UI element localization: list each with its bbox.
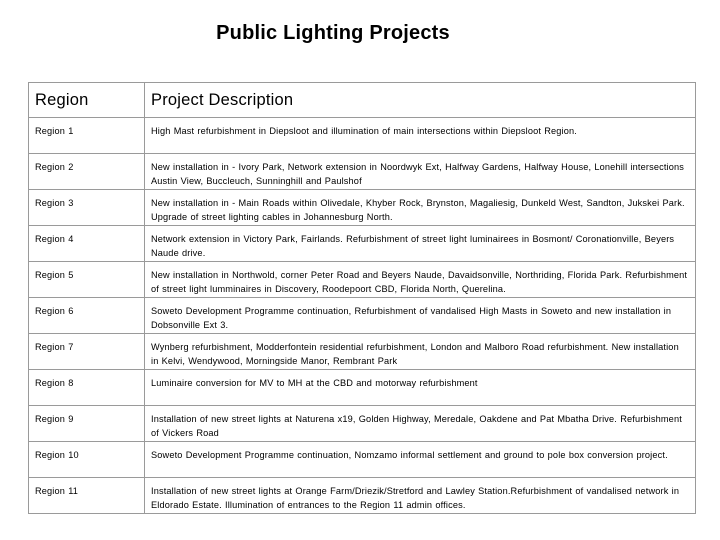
description-cell: [145, 118, 696, 154]
project-description: Network extension in Victory Park, Fairlands. Refurbishment of street light luminairees in Bosmont/ Coronationville, Beyers Naude drive.: [151, 234, 675, 258]
region-name: Region 11: [35, 486, 79, 496]
project-description: New installation in - Ivory Park, Network extension in Noordwyk Ext, Halfway Gardens, Halfway House, Lonehill intersections Austin View, Buccleuch, Sunninghill and Paulshof: [151, 162, 684, 186]
region-name: Region 10: [35, 450, 79, 460]
region-cell: [29, 406, 145, 442]
project-description: Soweto Development Programme continuation, Nomzamo informal settlement and ground to pole box conversion project.: [151, 450, 668, 460]
table-row: [29, 406, 696, 442]
table-row: [29, 190, 696, 226]
region-name: Region 4: [35, 234, 74, 244]
region-cell: [29, 118, 145, 154]
region-name: Region 5: [35, 270, 74, 280]
region-name: Region 2: [35, 162, 74, 172]
table-row: [29, 262, 696, 298]
projects-table-container: [28, 82, 693, 514]
project-description: New installation in Northwold, corner Peter Road and Beyers Naude, Davaidsonville, Northriding, Florida Park. Refurbishment of street light lumminaires in Discovery, Roodepoort CBD, Florida North, Querelina.: [151, 270, 688, 294]
projects-table-body: [29, 83, 696, 514]
region-cell: [29, 298, 145, 334]
region-cell: [29, 478, 145, 514]
description-cell: [145, 370, 696, 406]
projects-table: [28, 82, 696, 514]
region-name: Region 8: [35, 378, 74, 388]
header-cell-description: [145, 83, 696, 118]
project-description: Installation of new street lights at Orange Farm/Driezik/Stretford and Lawley Station.Refurbishment of vandalised network in Eldorado Estate. Illumination of entrances to the Region 11 admin offices.: [151, 486, 680, 510]
region-name: Region 1: [35, 126, 74, 136]
header-region: Region: [35, 91, 89, 109]
region-cell: [29, 262, 145, 298]
table-row: [29, 298, 696, 334]
project-description: Wynberg refurbishment, Modderfontein residential refurbishment, London and Malboro Road refurbishment. New installation in Kelvi, Wendywood, Morningside Manor, Rembrant Park: [151, 342, 679, 366]
description-cell: [145, 226, 696, 262]
header-description: Project Description: [151, 91, 294, 109]
region-name: Region 6: [35, 306, 74, 316]
table-row: [29, 118, 696, 154]
table-row: [29, 442, 696, 478]
region-name: Region 7: [35, 342, 74, 352]
project-description: Luminaire conversion for MV to MH at the CBD and motorway refurbishment: [151, 378, 478, 388]
header-cell-region: [29, 83, 145, 118]
table-row: [29, 478, 696, 514]
table-row: [29, 154, 696, 190]
table-row: [29, 226, 696, 262]
region-cell: [29, 442, 145, 478]
description-cell: [145, 334, 696, 370]
description-cell: [145, 298, 696, 334]
project-description: Installation of new street lights at Naturena x19, Golden Highway, Meredale, Oakdene and Pat Mbatha Drive. Refurbishment of Vickers Road: [151, 414, 682, 438]
description-cell: [145, 478, 696, 514]
description-cell: [145, 262, 696, 298]
description-cell: [145, 406, 696, 442]
project-description: Soweto Development Programme continuation, Refurbishment of vandalised High Masts in Soweto and new installation in Dobsonville Ext 3.: [151, 306, 672, 330]
description-cell: [145, 442, 696, 478]
table-header-row: [29, 83, 696, 118]
description-cell: [145, 190, 696, 226]
page-title: Public Lighting Projects: [216, 22, 450, 44]
project-description: High Mast refurbishment in Diepsloot and illumination of main intersections within Diepsloot Region.: [151, 126, 577, 136]
table-row: [29, 334, 696, 370]
project-description: New installation in - Main Roads within Olivedale, Khyber Rock, Brynston, Magaliesig, Dunkeld West, Sandton, Jukskei Park. Upgrade of street lighting cables in Johannesburg North.: [151, 198, 685, 222]
region-name: Region 9: [35, 414, 74, 424]
region-cell: [29, 154, 145, 190]
region-cell: [29, 370, 145, 406]
region-cell: [29, 190, 145, 226]
region-name: Region 3: [35, 198, 74, 208]
region-cell: [29, 334, 145, 370]
table-row: [29, 370, 696, 406]
region-cell: [29, 226, 145, 262]
description-cell: [145, 154, 696, 190]
